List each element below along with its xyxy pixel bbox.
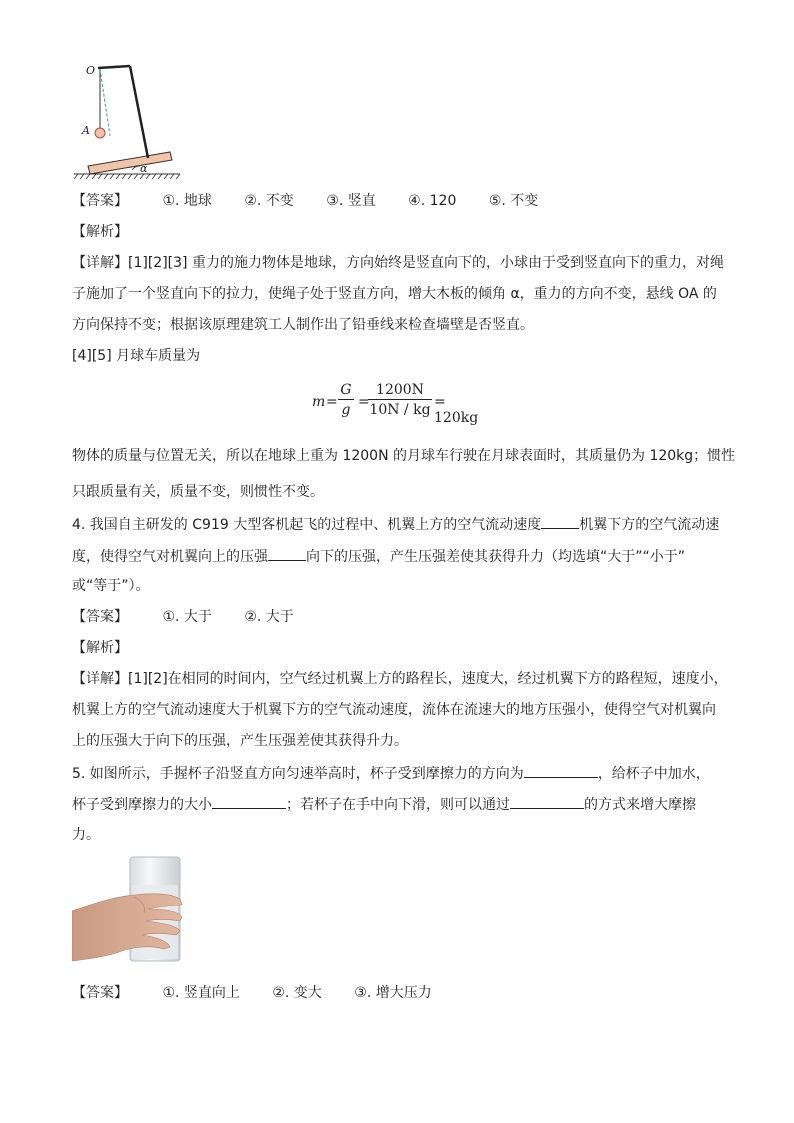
answer-tag: 【答案】 xyxy=(72,985,128,1001)
question-line xyxy=(72,794,696,815)
answer-blank xyxy=(541,514,579,529)
detail-line: 物体的质量与位置无关，所以在地球上重为 1200N 的月球车行驶在月球表面时，其质量仍为 120kg；惯性 xyxy=(72,448,736,464)
detail-line: 子施加了一个竖直向下的拉力，使绳子处于竖直方向，增大木板的倾角 α，重力的方向不变，悬线 OA 的 xyxy=(72,286,717,302)
answer-option: ②. 不变 xyxy=(244,193,294,209)
question-text: 杯子受到摩擦力的大小 xyxy=(72,797,212,813)
question-text: ；若杯子在手中向下滑，则可以通过 xyxy=(286,797,510,813)
detail-line: 机翼上方的空气流动速度大于机翼下方的空气流动速度，流体在流速大的地方压强小，使得空气对机翼向 xyxy=(72,702,716,718)
question-text: 度，使得空气对机翼向上的压强 xyxy=(72,549,268,565)
answer-tag: 【答案】 xyxy=(72,193,128,209)
formula-fraction xyxy=(368,382,432,418)
q3-answer-row xyxy=(72,191,562,211)
detail-line: [4][5] 月球车质量为 xyxy=(72,348,201,364)
answer-option: ④. 120 xyxy=(408,193,457,209)
formula-g-numerator: G xyxy=(338,382,354,400)
detail-line: 只跟质量有关，质量不变，则惯性不变。 xyxy=(72,484,324,500)
question-text: ，给杯子中加水， xyxy=(597,766,710,782)
label-o: O xyxy=(86,64,96,77)
detail-line: 方向保持不变；根据该原理建筑工人制作出了铅垂线来检查墙壁是否竖直。 xyxy=(72,317,534,333)
formula-eq: = xyxy=(358,394,370,410)
answer-blank xyxy=(212,794,286,809)
formula-m: m xyxy=(312,394,326,410)
pendulum-figure xyxy=(72,60,182,180)
answer-blank xyxy=(510,794,584,809)
formula-denominator: 10N / kg xyxy=(369,402,431,418)
question-text: 5. 如图所示，手握杯子沿竖直方向匀速举高时，杯子受到摩擦力的方向为 xyxy=(72,766,524,782)
formula-g-denominator: g xyxy=(341,402,351,418)
answer-option: ①. 大于 xyxy=(162,609,212,625)
q4-answer-row xyxy=(72,607,318,627)
answer-blank xyxy=(524,763,598,778)
answer-blank xyxy=(268,546,306,561)
detail-line: 【详解】[1][2]在相同的时间内，空气经过机翼上方的路程长，速度大，经过机翼下方的路程短，速度小， xyxy=(72,671,728,687)
question-text: 机翼下方的空气流动速 xyxy=(579,517,720,533)
q5-answer-row xyxy=(72,983,456,1003)
question-line: 力。 xyxy=(72,827,100,843)
answer-option: ②. 大于 xyxy=(244,609,294,625)
question-line xyxy=(72,514,719,535)
answer-option: ①. 竖直向上 xyxy=(162,985,240,1001)
answer-option: ①. 地球 xyxy=(162,193,212,209)
question-line xyxy=(72,763,710,784)
answer-option: ②. 变大 xyxy=(272,985,322,1001)
detail-line: 上的压强大于向下的压强，产生压强差使其获得升力。 xyxy=(72,733,408,749)
analysis-tag: 【解析】 xyxy=(72,640,128,656)
answer-option: ③. 竖直 xyxy=(326,193,376,209)
answer-tag: 【答案】 xyxy=(72,609,128,625)
label-a: A xyxy=(82,124,90,137)
question-text: 4. 我国自主研发的 C919 大型客机起飞的过程中、机翼上方的空气流动速度 xyxy=(72,517,542,533)
answer-option: ③. 增大压力 xyxy=(354,985,432,1001)
formula-eq: = xyxy=(326,394,338,410)
formula-fraction xyxy=(338,382,354,418)
hand-holding-glass-image xyxy=(72,855,184,965)
formula-result: = 120kg xyxy=(434,394,479,426)
answer-option: ⑤. 不变 xyxy=(488,193,539,209)
question-text: 向下的压强，产生压强差使其获得升力（均选填“大于”“小于” xyxy=(306,549,686,565)
mass-formula xyxy=(312,378,482,428)
label-alpha: α xyxy=(140,162,148,175)
analysis-tag: 【解析】 xyxy=(72,224,128,240)
question-line: 或“等于”）。 xyxy=(72,578,150,594)
question-line xyxy=(72,546,685,567)
detail-line: 【详解】[1][2][3] 重力的施力物体是地球，方向始终是竖直向下的，小球由于受到竖直向下的重力，对绳 xyxy=(72,255,724,271)
question-text: 的方式来增大摩擦 xyxy=(584,797,696,813)
formula-numerator: 1200N xyxy=(368,382,432,400)
